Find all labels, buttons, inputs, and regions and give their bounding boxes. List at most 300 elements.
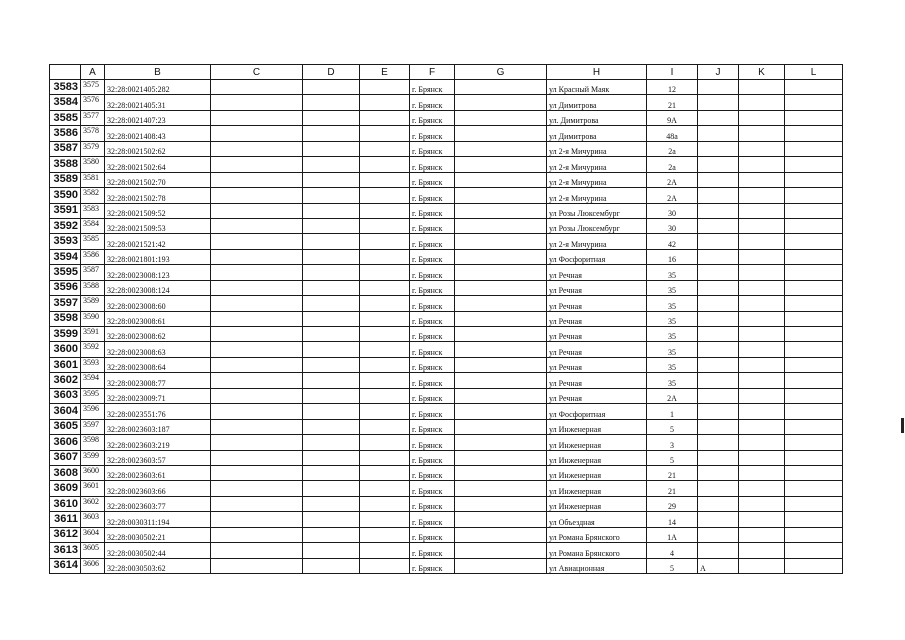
cell-i[interactable]: 48а xyxy=(647,126,698,141)
cell-j[interactable] xyxy=(698,481,739,496)
cell-j[interactable] xyxy=(698,450,739,465)
cell-a[interactable]: 3583 xyxy=(81,203,105,218)
cell-j[interactable] xyxy=(698,203,739,218)
cell-i[interactable]: 21 xyxy=(647,95,698,110)
cell-i[interactable]: 35 xyxy=(647,296,698,311)
cell-i[interactable]: 35 xyxy=(647,342,698,357)
cell-c[interactable] xyxy=(211,512,303,527)
cell-l[interactable] xyxy=(785,435,843,450)
cell-g[interactable] xyxy=(455,404,547,419)
cell-e[interactable] xyxy=(360,218,410,233)
row-number-cell[interactable]: 3608 xyxy=(50,465,81,480)
cell-c[interactable] xyxy=(211,481,303,496)
cell-b[interactable]: 32:28:0023008:62 xyxy=(105,327,211,342)
cell-k[interactable] xyxy=(739,172,785,187)
cell-i[interactable]: 1 xyxy=(647,404,698,419)
cell-b[interactable]: 32:28:0023008:77 xyxy=(105,373,211,388)
cell-b[interactable]: 32:28:0023551:76 xyxy=(105,404,211,419)
cell-l[interactable] xyxy=(785,527,843,542)
cell-d[interactable] xyxy=(303,188,360,203)
cell-g[interactable] xyxy=(455,558,547,573)
cell-c[interactable] xyxy=(211,311,303,326)
cell-b[interactable]: 32:28:0023008:60 xyxy=(105,296,211,311)
cell-h[interactable]: ул Речная xyxy=(547,342,647,357)
cell-i[interactable]: 5 xyxy=(647,450,698,465)
cell-j[interactable] xyxy=(698,512,739,527)
cell-e[interactable] xyxy=(360,80,410,95)
cell-d[interactable] xyxy=(303,435,360,450)
cell-b[interactable]: 32:28:0023008:123 xyxy=(105,265,211,280)
cell-b[interactable]: 32:28:0023603:66 xyxy=(105,481,211,496)
cell-j[interactable] xyxy=(698,95,739,110)
cell-f[interactable]: г. Брянск xyxy=(410,188,455,203)
cell-c[interactable] xyxy=(211,157,303,172)
row-number-cell[interactable]: 3610 xyxy=(50,496,81,511)
cell-a[interactable]: 3580 xyxy=(81,157,105,172)
corner-cell[interactable] xyxy=(50,65,81,80)
cell-j[interactable] xyxy=(698,357,739,372)
cell-j[interactable] xyxy=(698,435,739,450)
cell-i[interactable]: 4 xyxy=(647,543,698,558)
cell-l[interactable] xyxy=(785,327,843,342)
cell-d[interactable] xyxy=(303,373,360,388)
cell-g[interactable] xyxy=(455,450,547,465)
cell-j[interactable] xyxy=(698,172,739,187)
cell-l[interactable] xyxy=(785,388,843,403)
cell-l[interactable] xyxy=(785,311,843,326)
cell-c[interactable] xyxy=(211,543,303,558)
cell-l[interactable] xyxy=(785,450,843,465)
cell-k[interactable] xyxy=(739,450,785,465)
row-number-cell[interactable]: 3594 xyxy=(50,249,81,264)
cell-c[interactable] xyxy=(211,141,303,156)
cell-i[interactable]: 2А xyxy=(647,172,698,187)
row-number-cell[interactable]: 3583 xyxy=(50,80,81,95)
cell-j[interactable] xyxy=(698,265,739,280)
cell-e[interactable] xyxy=(360,404,410,419)
cell-l[interactable] xyxy=(785,512,843,527)
cell-e[interactable] xyxy=(360,234,410,249)
cell-k[interactable] xyxy=(739,342,785,357)
cell-h[interactable]: ул Романа Брянского xyxy=(547,543,647,558)
cell-i[interactable]: 30 xyxy=(647,203,698,218)
cell-i[interactable]: 35 xyxy=(647,265,698,280)
cell-b[interactable]: 32:28:0023603:61 xyxy=(105,465,211,480)
cell-j[interactable] xyxy=(698,527,739,542)
cell-f[interactable]: г. Брянск xyxy=(410,327,455,342)
cell-c[interactable] xyxy=(211,280,303,295)
cell-h[interactable]: ул Романа Брянского xyxy=(547,527,647,542)
row-number-cell[interactable]: 3588 xyxy=(50,157,81,172)
cell-h[interactable]: ул Речная xyxy=(547,327,647,342)
cell-g[interactable] xyxy=(455,373,547,388)
cell-j[interactable] xyxy=(698,465,739,480)
cell-i[interactable]: 5 xyxy=(647,419,698,434)
cell-c[interactable] xyxy=(211,80,303,95)
cell-d[interactable] xyxy=(303,311,360,326)
cell-c[interactable] xyxy=(211,373,303,388)
cell-j[interactable] xyxy=(698,280,739,295)
cell-d[interactable] xyxy=(303,218,360,233)
cell-b[interactable]: 32:28:0021405:282 xyxy=(105,80,211,95)
cell-f[interactable]: г. Брянск xyxy=(410,172,455,187)
cell-l[interactable] xyxy=(785,265,843,280)
cell-e[interactable] xyxy=(360,296,410,311)
cell-a[interactable]: 3606 xyxy=(81,558,105,573)
cell-f[interactable]: г. Брянск xyxy=(410,558,455,573)
cell-h[interactable]: ул Димитрова xyxy=(547,95,647,110)
cell-c[interactable] xyxy=(211,218,303,233)
cell-k[interactable] xyxy=(739,311,785,326)
cell-k[interactable] xyxy=(739,512,785,527)
cell-k[interactable] xyxy=(739,527,785,542)
cell-k[interactable] xyxy=(739,296,785,311)
cell-j[interactable] xyxy=(698,373,739,388)
cell-a[interactable]: 3590 xyxy=(81,311,105,326)
cell-j[interactable] xyxy=(698,311,739,326)
row-number-cell[interactable]: 3606 xyxy=(50,435,81,450)
cell-i[interactable]: 21 xyxy=(647,481,698,496)
cell-e[interactable] xyxy=(360,512,410,527)
cell-b[interactable]: 32:28:0023008:124 xyxy=(105,280,211,295)
cell-d[interactable] xyxy=(303,234,360,249)
cell-g[interactable] xyxy=(455,172,547,187)
row-number-cell[interactable]: 3586 xyxy=(50,126,81,141)
cell-e[interactable] xyxy=(360,527,410,542)
cell-g[interactable] xyxy=(455,496,547,511)
cell-a[interactable]: 3577 xyxy=(81,110,105,125)
cell-i[interactable]: 16 xyxy=(647,249,698,264)
cell-b[interactable]: 32:28:0030502:44 xyxy=(105,543,211,558)
cell-i[interactable]: 21 xyxy=(647,465,698,480)
cell-a[interactable]: 3581 xyxy=(81,172,105,187)
row-number-cell[interactable]: 3609 xyxy=(50,481,81,496)
cell-l[interactable] xyxy=(785,141,843,156)
cell-l[interactable] xyxy=(785,296,843,311)
cell-h[interactable]: ул Инженерная xyxy=(547,450,647,465)
cell-f[interactable]: г. Брянск xyxy=(410,311,455,326)
cell-c[interactable] xyxy=(211,265,303,280)
cell-l[interactable] xyxy=(785,496,843,511)
cell-g[interactable] xyxy=(455,157,547,172)
cell-j[interactable] xyxy=(698,80,739,95)
cell-b[interactable]: 32:28:0023008:64 xyxy=(105,357,211,372)
column-header-i[interactable]: I xyxy=(647,65,698,80)
cell-e[interactable] xyxy=(360,481,410,496)
cell-l[interactable] xyxy=(785,126,843,141)
cell-f[interactable]: г. Брянск xyxy=(410,280,455,295)
cell-e[interactable] xyxy=(360,249,410,264)
row-number-cell[interactable]: 3584 xyxy=(50,95,81,110)
cell-g[interactable] xyxy=(455,357,547,372)
cell-b[interactable]: 32:28:0021502:62 xyxy=(105,141,211,156)
cell-l[interactable] xyxy=(785,110,843,125)
cell-d[interactable] xyxy=(303,141,360,156)
row-number-cell[interactable]: 3591 xyxy=(50,203,81,218)
row-number-cell[interactable]: 3596 xyxy=(50,280,81,295)
cell-a[interactable]: 3595 xyxy=(81,388,105,403)
cell-l[interactable] xyxy=(785,543,843,558)
cell-k[interactable] xyxy=(739,357,785,372)
cell-a[interactable]: 3592 xyxy=(81,342,105,357)
cell-b[interactable]: 32:28:0021408:43 xyxy=(105,126,211,141)
row-number-cell[interactable]: 3585 xyxy=(50,110,81,125)
cell-g[interactable] xyxy=(455,296,547,311)
cell-g[interactable] xyxy=(455,141,547,156)
cell-d[interactable] xyxy=(303,280,360,295)
cell-b[interactable]: 32:28:0021502:70 xyxy=(105,172,211,187)
cell-c[interactable] xyxy=(211,234,303,249)
row-number-cell[interactable]: 3603 xyxy=(50,388,81,403)
column-header-f[interactable]: F xyxy=(410,65,455,80)
cell-a[interactable]: 3604 xyxy=(81,527,105,542)
cell-f[interactable]: г. Брянск xyxy=(410,419,455,434)
cell-j[interactable] xyxy=(698,141,739,156)
cell-f[interactable]: г. Брянск xyxy=(410,342,455,357)
cell-a[interactable]: 3589 xyxy=(81,296,105,311)
row-number-cell[interactable]: 3602 xyxy=(50,373,81,388)
cell-h[interactable]: ул Инженерная xyxy=(547,481,647,496)
cell-k[interactable] xyxy=(739,203,785,218)
cell-d[interactable] xyxy=(303,496,360,511)
cell-h[interactable]: ул 2-я Мичурина xyxy=(547,141,647,156)
row-number-cell[interactable]: 3598 xyxy=(50,311,81,326)
cell-h[interactable]: ул Фосфоритная xyxy=(547,249,647,264)
cell-h[interactable]: ул Розы Люксембург xyxy=(547,218,647,233)
cell-d[interactable] xyxy=(303,249,360,264)
cell-k[interactable] xyxy=(739,110,785,125)
cell-k[interactable] xyxy=(739,141,785,156)
cell-j[interactable]: А xyxy=(698,558,739,573)
cell-d[interactable] xyxy=(303,450,360,465)
cell-g[interactable] xyxy=(455,481,547,496)
cell-a[interactable]: 3593 xyxy=(81,357,105,372)
row-number-cell[interactable]: 3590 xyxy=(50,188,81,203)
cell-e[interactable] xyxy=(360,388,410,403)
row-number-cell[interactable]: 3607 xyxy=(50,450,81,465)
row-number-cell[interactable]: 3612 xyxy=(50,527,81,542)
cell-k[interactable] xyxy=(739,234,785,249)
cell-i[interactable]: 12 xyxy=(647,80,698,95)
cell-k[interactable] xyxy=(739,265,785,280)
cell-f[interactable]: г. Брянск xyxy=(410,157,455,172)
cell-l[interactable] xyxy=(785,481,843,496)
cell-f[interactable]: г. Брянск xyxy=(410,496,455,511)
cell-h[interactable]: ул 2-я Мичурина xyxy=(547,157,647,172)
cell-j[interactable] xyxy=(698,188,739,203)
cell-k[interactable] xyxy=(739,280,785,295)
cell-b[interactable]: 32:28:0023008:61 xyxy=(105,311,211,326)
cell-l[interactable] xyxy=(785,157,843,172)
cell-l[interactable] xyxy=(785,465,843,480)
cell-h[interactable]: ул Речная xyxy=(547,311,647,326)
cell-a[interactable]: 3599 xyxy=(81,450,105,465)
cell-h[interactable]: ул Речная xyxy=(547,296,647,311)
cell-a[interactable]: 3586 xyxy=(81,249,105,264)
cell-k[interactable] xyxy=(739,188,785,203)
cell-d[interactable] xyxy=(303,527,360,542)
cell-k[interactable] xyxy=(739,388,785,403)
cell-d[interactable] xyxy=(303,419,360,434)
cell-d[interactable] xyxy=(303,95,360,110)
cell-f[interactable]: г. Брянск xyxy=(410,80,455,95)
cell-h[interactable]: ул Речная xyxy=(547,280,647,295)
cell-e[interactable] xyxy=(360,265,410,280)
cell-f[interactable]: г. Брянск xyxy=(410,95,455,110)
cell-b[interactable]: 32:28:0021502:64 xyxy=(105,157,211,172)
cell-k[interactable] xyxy=(739,404,785,419)
row-number-cell[interactable]: 3599 xyxy=(50,327,81,342)
cell-g[interactable] xyxy=(455,126,547,141)
cell-b[interactable]: 32:28:0021521:42 xyxy=(105,234,211,249)
cell-f[interactable]: г. Брянск xyxy=(410,296,455,311)
row-number-cell[interactable]: 3605 xyxy=(50,419,81,434)
cell-f[interactable]: г. Брянск xyxy=(410,218,455,233)
cell-j[interactable] xyxy=(698,249,739,264)
cell-i[interactable]: 35 xyxy=(647,373,698,388)
cell-c[interactable] xyxy=(211,404,303,419)
cell-l[interactable] xyxy=(785,203,843,218)
cell-b[interactable]: 32:28:0021509:52 xyxy=(105,203,211,218)
cell-k[interactable] xyxy=(739,496,785,511)
cell-k[interactable] xyxy=(739,126,785,141)
cell-e[interactable] xyxy=(360,280,410,295)
cell-c[interactable] xyxy=(211,496,303,511)
cell-i[interactable]: 2А xyxy=(647,388,698,403)
column-header-h[interactable]: H xyxy=(547,65,647,80)
cell-b[interactable]: 32:28:0030503:62 xyxy=(105,558,211,573)
cell-a[interactable]: 3584 xyxy=(81,218,105,233)
cell-l[interactable] xyxy=(785,234,843,249)
cell-a[interactable]: 3575 xyxy=(81,80,105,95)
cell-l[interactable] xyxy=(785,218,843,233)
cell-f[interactable]: г. Брянск xyxy=(410,373,455,388)
cell-c[interactable] xyxy=(211,296,303,311)
cell-a[interactable]: 3582 xyxy=(81,188,105,203)
cell-i[interactable]: 30 xyxy=(647,218,698,233)
cell-h[interactable]: ул 2-я Мичурина xyxy=(547,234,647,249)
cell-d[interactable] xyxy=(303,481,360,496)
row-number-cell[interactable]: 3600 xyxy=(50,342,81,357)
cell-f[interactable]: г. Брянск xyxy=(410,450,455,465)
cell-l[interactable] xyxy=(785,95,843,110)
cell-e[interactable] xyxy=(360,465,410,480)
row-number-cell[interactable]: 3604 xyxy=(50,404,81,419)
cell-h[interactable]: ул 2-я Мичурина xyxy=(547,188,647,203)
cell-i[interactable]: 3 xyxy=(647,435,698,450)
row-number-cell[interactable]: 3589 xyxy=(50,172,81,187)
row-number-cell[interactable]: 3597 xyxy=(50,296,81,311)
cell-b[interactable]: 32:28:0023603:57 xyxy=(105,450,211,465)
cell-c[interactable] xyxy=(211,327,303,342)
cell-b[interactable]: 32:28:0021502:78 xyxy=(105,188,211,203)
cell-b[interactable]: 32:28:0021407:23 xyxy=(105,110,211,125)
cell-f[interactable]: г. Брянск xyxy=(410,512,455,527)
cell-k[interactable] xyxy=(739,558,785,573)
cell-a[interactable]: 3603 xyxy=(81,512,105,527)
cell-h[interactable]: ул Инженерная xyxy=(547,496,647,511)
cell-l[interactable] xyxy=(785,419,843,434)
cell-k[interactable] xyxy=(739,373,785,388)
cell-d[interactable] xyxy=(303,357,360,372)
cell-a[interactable]: 3578 xyxy=(81,126,105,141)
cell-k[interactable] xyxy=(739,95,785,110)
cell-b[interactable]: 32:28:0023603:187 xyxy=(105,419,211,434)
cell-g[interactable] xyxy=(455,265,547,280)
cell-a[interactable]: 3600 xyxy=(81,465,105,480)
cell-k[interactable] xyxy=(739,543,785,558)
cell-l[interactable] xyxy=(785,342,843,357)
cell-i[interactable]: 2а xyxy=(647,141,698,156)
cell-f[interactable]: г. Брянск xyxy=(410,249,455,264)
cell-e[interactable] xyxy=(360,95,410,110)
cell-e[interactable] xyxy=(360,157,410,172)
cell-k[interactable] xyxy=(739,481,785,496)
cell-d[interactable] xyxy=(303,80,360,95)
cell-h[interactable]: ул Инженерная xyxy=(547,465,647,480)
cell-g[interactable] xyxy=(455,249,547,264)
cell-i[interactable]: 35 xyxy=(647,357,698,372)
cell-k[interactable] xyxy=(739,157,785,172)
cell-c[interactable] xyxy=(211,249,303,264)
cell-c[interactable] xyxy=(211,126,303,141)
cell-g[interactable] xyxy=(455,512,547,527)
cell-c[interactable] xyxy=(211,465,303,480)
cell-f[interactable]: г. Брянск xyxy=(410,481,455,496)
cell-f[interactable]: г. Брянск xyxy=(410,265,455,280)
cell-g[interactable] xyxy=(455,388,547,403)
cell-g[interactable] xyxy=(455,419,547,434)
column-header-c[interactable]: C xyxy=(211,65,303,80)
cell-c[interactable] xyxy=(211,342,303,357)
cell-b[interactable]: 32:28:0023009:71 xyxy=(105,388,211,403)
cell-j[interactable] xyxy=(698,234,739,249)
cell-l[interactable] xyxy=(785,80,843,95)
cell-e[interactable] xyxy=(360,373,410,388)
cell-a[interactable]: 3597 xyxy=(81,419,105,434)
cell-a[interactable]: 3588 xyxy=(81,280,105,295)
row-number-cell[interactable]: 3601 xyxy=(50,357,81,372)
cell-a[interactable]: 3585 xyxy=(81,234,105,249)
cell-f[interactable]: г. Брянск xyxy=(410,234,455,249)
cell-j[interactable] xyxy=(698,342,739,357)
cell-l[interactable] xyxy=(785,373,843,388)
cell-h[interactable]: ул. Димитрова xyxy=(547,110,647,125)
cell-e[interactable] xyxy=(360,172,410,187)
cell-d[interactable] xyxy=(303,512,360,527)
cell-l[interactable] xyxy=(785,172,843,187)
row-number-cell[interactable]: 3587 xyxy=(50,141,81,156)
cell-i[interactable]: 35 xyxy=(647,327,698,342)
cell-a[interactable]: 3587 xyxy=(81,265,105,280)
cell-j[interactable] xyxy=(698,419,739,434)
cell-k[interactable] xyxy=(739,435,785,450)
cell-l[interactable] xyxy=(785,404,843,419)
cell-e[interactable] xyxy=(360,450,410,465)
cell-j[interactable] xyxy=(698,218,739,233)
cell-c[interactable] xyxy=(211,188,303,203)
cell-k[interactable] xyxy=(739,80,785,95)
cell-g[interactable] xyxy=(455,435,547,450)
cell-e[interactable] xyxy=(360,311,410,326)
cell-g[interactable] xyxy=(455,543,547,558)
cell-i[interactable]: 5 xyxy=(647,558,698,573)
cell-i[interactable]: 1А xyxy=(647,527,698,542)
cell-d[interactable] xyxy=(303,342,360,357)
cell-d[interactable] xyxy=(303,203,360,218)
cell-i[interactable]: 2а xyxy=(647,157,698,172)
cell-i[interactable]: 2А xyxy=(647,188,698,203)
